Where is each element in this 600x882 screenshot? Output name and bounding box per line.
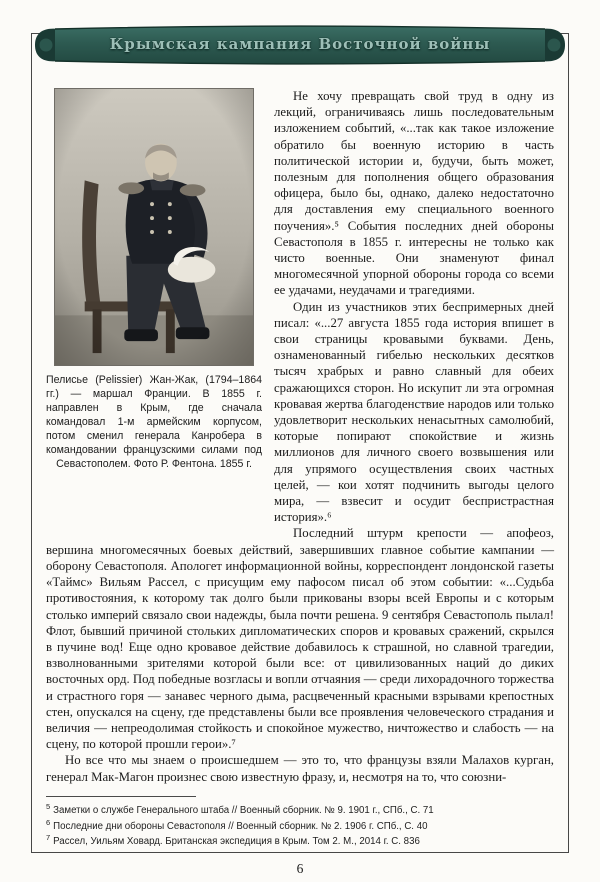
footnote-text: Заметки о службе Генерального штаба // Военный сборник. № 9. 1901 г., СПб., С. 71 (53, 805, 434, 817)
footnote-7 (46, 833, 554, 849)
photo-caption: Пелисье (Pelissier) Жан-Жак, (1794–1864 гг.) — маршал Франции. В 1855 г. направлен в Крым, где сначала командовал 1-м армейским корпусом, потом сменил генерала Канробера в командовании французскими силами под Севастополем. Фото Р. Фентона. 1855 г. (46, 374, 262, 470)
footnote-5 (46, 802, 554, 818)
portrait-photo-graphic (55, 89, 253, 365)
footnotes (46, 796, 554, 849)
footnote-marker: 5 (46, 802, 51, 812)
footnote-marker: 6 (46, 817, 51, 827)
footnote-marker: 7 (46, 833, 51, 843)
body-paragraph-1: Не хочу превращать свой труд в одну из лекций, ограничиваясь лишь последовательным изложением событий, «...так как такое изложение обратило бы военную историю в часть политической истории и, будучи, быть может, полезным для пополнения общего образования офицера, было бы, однако, далеко недостаточно для доставления ему специального военного поучения».⁵ События последних дней обороны Севастополя в 1855 г. интересны не только как чисто военные. Они знаменуют финал многомесячной упорной обороны города со всеми ее удачами, неудачами и трагедиями. (274, 89, 554, 298)
footnote-separator (46, 796, 196, 797)
page-number: 6 (296, 861, 304, 876)
body-paragraph-2: Один из участников этих беспримерных дней писал: «...27 августа 1855 года история впишет в свои страницы кровавыми буквами. День, ознаменованный гибелью нескольких десятков тысяч храбрых и равно славный для обеих сражающихся сторон. Но искупит ли эта огромная кровавая жертва благоденствие народов или только удовлетворит нескольких ненасытных самолюбий, которые попирают спокойствие и жизнь миллионов для личного своего возвышения или для упрямого осуществления своих частных целей, — кои хотят подчинить выгоды целого мира, — взвесит и осудит беспристрастная история».⁶ (274, 299, 554, 525)
body-paragraph-3: Последний штурм крепости — апофеоз, вершина многомесячных боевых действий, завершивших главное событие кампании — оборону Севастополя. Апологет информационной войны, корреспондент лондонской газеты «Таймс» Вильям Рассел, с присущим ему пафосом писал об этом событии: «...Судьба противостояния, к которому так долго были прикованы взоры всей Европы и с которым столько империй связало свои надежды, была почти решена. 9 сентября Севастополь пылал! Флот, бывший причиной стольких дипломатических споров и кровавых сражений, скрылся в пучине вод! Еще одно кровавое действие добавилось к страшной, но славной трагедии, взволнованными зрителями которой были все: от цивилизованных наций до диких восточных орд. Под победные возгласы и вопли отчаяния — среди лихорадочного торжества и страстного горя — занавес черного дыма, расцвеченный красными взрывами крепостных стен, опускался на сцену, где представлены были все проявления человеческого страдания и величия — непреодолимая стойкость и спокойное мужество, ничтожество и слабость — на сцену, по которой прошли герои».⁷ (46, 526, 554, 752)
photo-block (46, 88, 262, 535)
footnote-text: Рассел, Уильям Ховард. Британская экспедиция в Крым. Том 2. М., 2014 г. С. 836 (53, 836, 420, 848)
portrait-photo (54, 88, 254, 366)
chapter-title: Крымская кампания Восточной войны (109, 35, 491, 53)
footnote-6 (46, 818, 554, 834)
chapter-banner (33, 23, 567, 67)
body-paragraph-4: Но все что мы знаем о происшедшем — это то, что французы взяли Малахов курган, генерал Мак-Магон произнес свою известную фразу, и, несмотря на то, что союзни- (46, 753, 554, 784)
page-content (46, 88, 554, 785)
footnote-text: Последние дни обороны Севастополя // Военный сборник. № 2. 1906 г. СПб., С. 40 (53, 821, 428, 833)
